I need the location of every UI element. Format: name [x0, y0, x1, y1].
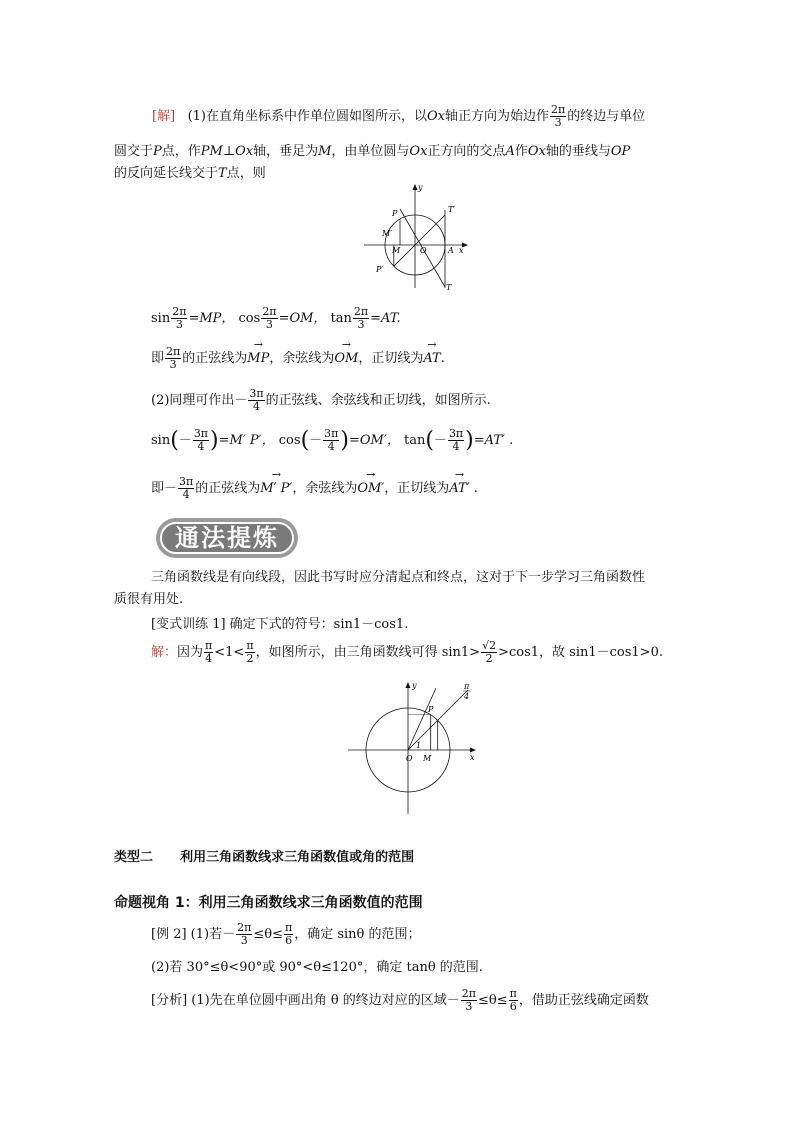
fig1-label-m-prime: M′: [382, 229, 393, 238]
exercise-1-solution: 解：因为 $\frac{\pi}{4}$ <1< $\frac{\pi}{2}$ ，如图所示，由三角函数线可得 sin1> $\frac{√2}{2}$ >cos1，故 sin1－cos1>0.: [151, 639, 663, 665]
fig1-label-t-prime: T′: [448, 205, 456, 214]
fig2-label-y: y: [412, 681, 417, 690]
fig1-label-t: T: [446, 283, 452, 292]
fig1-label-m: M: [392, 246, 401, 255]
fig1-label-o: O: [420, 246, 427, 255]
fig1-label-p-prime: P′: [376, 265, 384, 274]
equation-sin-cos-tan-2: sin(－ $\frac{3\pi}{4}$ )=M′ P′， cos(－ $\frac{3\pi}{4}$ )=OM′， tan(－ $\frac{3\pi}{4}$ )=AT′ .: [151, 427, 514, 453]
example-2: [例 2] (1)若－ $\frac{2\pi}{3}$ ≤θ≤ $\frac{\pi}{6}$ ，确定 sinθ 的范围；: [151, 921, 421, 947]
fig2-label-x: x: [470, 753, 475, 762]
method-summary-banner: 通法提炼: [156, 518, 298, 558]
fig2-label-pi: π: [464, 682, 470, 691]
fig2-label-m: M: [423, 754, 432, 763]
fig1-label-y: y: [418, 183, 423, 192]
fig2-label-p: P: [428, 705, 434, 714]
solution-paragraph-line2: 圆交于P点，作PM⊥Ox轴，垂足为M，由单位圆与Ox正方向的交点A作Ox轴的垂线与OP: [114, 144, 631, 159]
equation-lines-1: 即 $\frac{2\pi}{3}$ 的正弦线为→ MP，余弦线为→ OM，正切线为→ AT.: [151, 346, 445, 371]
solution-paragraph-line3: 的反向延长线交于T点，则: [114, 166, 266, 181]
section-heading-type2: 类型二 利用三角函数线求三角函数值或角的范围: [114, 850, 415, 865]
fig1-label-p: P: [392, 209, 398, 218]
unit-circle-figure-2: [346, 680, 480, 818]
equation-sin-cos-tan-1: sin $\frac{2\pi}{3}$ =MP， cos $\frac{2\pi}{3}$ =OM， tan $\frac{2\pi}{3}$ =AT.: [151, 305, 401, 331]
subsection-heading: 命题视角 1：利用三角函数线求三角函数值的范围: [114, 895, 423, 911]
exercise-1: [变式训练 1] 确定下式的符号：sin1－cos1.: [151, 617, 409, 632]
summary-line1: 三角函数线是有向线段，因此书写时应分清起点和终点，这对于下一步学习三角函数性: [151, 570, 646, 585]
example-2-part2: (2)若 30°≤θ<90°或 90°<θ≤120°，确定 tanθ 的范围.: [151, 960, 483, 975]
unit-circle-figure-1: [362, 180, 474, 292]
part2-intro: (2)同理可作出－ $\frac{3\pi}{4}$ 的正弦线、余弦线和正切线，如图所示.: [151, 387, 491, 413]
equation-lines-2: 即－ $\frac{3\pi}{4}$ 的正弦线为→ M′ P′，余弦线为→ OM′，正切线为→ AT′ .: [151, 476, 478, 501]
fig2-label-o: O: [406, 754, 413, 763]
fig1-label-a: A: [448, 246, 454, 255]
fig2-label-1: 1: [416, 741, 422, 750]
analysis: [分析] (1)先在单位圆中画出角 θ 的终边对应的区域－ $\frac{2\pi}{3}$ ≤θ≤ $\frac{\pi}{6}$ ，借助正弦线确定函数: [151, 987, 649, 1013]
summary-line2: 质很有用处.: [114, 592, 184, 607]
fig2-label-4: 4: [464, 692, 470, 701]
solution-paragraph-line1: [解] (1)在直角坐标系中作单位圆如图所示，以Ox轴正方向为始边作 $\frac{2\pi}{3}$ 的终边与单位: [152, 103, 646, 129]
fig1-label-x: x: [459, 246, 464, 255]
